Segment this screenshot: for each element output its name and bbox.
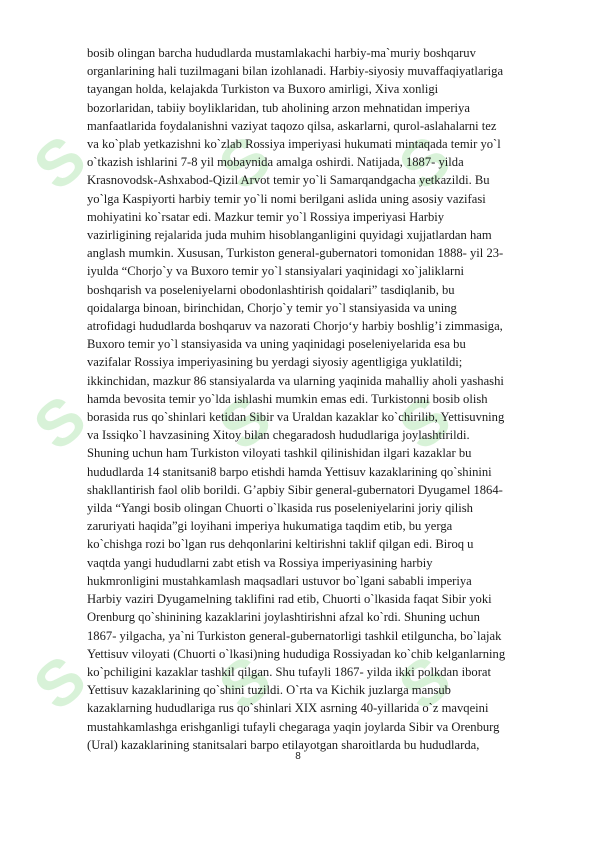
- watermark-letter: S: [385, 641, 465, 724]
- text-line: atrofidagi hududlarda boshqaruv va nazorati Chorjo‘y harbiy boshlig’i zimmasiga,: [87, 319, 503, 334]
- text-line: boshqarish va poseleniyelarni obodonlashtirish qoidalari” tasdiqlanib, bu: [87, 282, 455, 297]
- watermark-letter: S: [205, 641, 285, 724]
- text-line: mohiyatini ko`rsatar edi. Mazkur temir yo`l Rossiya imperiyasi Harbiy: [87, 209, 445, 224]
- text-line: Buxoro temir yo`l stansiyasida va uning yaqinidagi poseleniyelarida esa bu: [87, 337, 466, 352]
- watermark-letter: S: [385, 121, 465, 204]
- text-line: bosib olingan barcha hududlarda mustamlakachi harbiy-ma`muriy boshqaruv: [87, 46, 476, 60]
- text-line: Yettisuv kazaklarining qo`shini tuzildi. O`rta va Kichik juzlarga mansub: [87, 683, 451, 698]
- text-line: 1867- yilgacha, ya`ni Turkiston general-gubernatorligi tashkil etilguncha, bo`lajak: [87, 628, 502, 643]
- text-line: hududlarda 14 stanitsani8 barpo etishdi hamda Yettisuv kazaklarining qo`shinini: [87, 464, 492, 479]
- text-line: Shuning uchun ham Turkiston viloyati tashkil qilinishidan ilgari kazaklar bu: [87, 446, 472, 461]
- text-line: hukmronligini mustahkamlash maqsadlari ustuvor bo`lgani sababli imperiya: [87, 573, 472, 588]
- watermark-letter: S: [385, 381, 465, 464]
- text-line: mustahkamlashga erishganligi tufayli chegaraga yaqin joylarda Sibir va Orenburg: [87, 719, 500, 734]
- text-line: ko`pchiligini kazaklar tashkil qilgan. Shu tufayli 1867- yilda ikki polkdan iborat: [87, 664, 491, 679]
- text-line: vaqtda yangi hududlarni zabt etish va Rossiya imperiyasining harbiy: [87, 555, 433, 570]
- watermark-letter: S: [20, 381, 100, 464]
- text-line: Yettisuv viloyati (Chuorti o`lkasi)ning hududiga Rossiyadan ko`chib kelganlarning: [87, 646, 506, 661]
- watermark-letter: S: [20, 121, 100, 204]
- text-line: vazirligining rejalarida juda muhim hisoblanganligini quyidagi xujjatlardan ham: [87, 228, 492, 243]
- text-line: iyulda “Chorjo`y va Buxoro temir yo`l stansiyalari yaqinidagi xo`jaliklarni: [87, 264, 465, 279]
- text-line: Harbiy vaziri Dyugamelning taklifini rad etib, Chuorti o`lkasida faqat Sibir yoki: [87, 592, 492, 607]
- text-line: anglash mumkin. Xususan, Turkiston general-gubernatori tomonidan 1888- yil 23-: [87, 246, 504, 261]
- text-line: yilda “Yangi bosib olingan Chuorti o`lkasida rus poseleniyelarini joriy qilish: [87, 501, 473, 516]
- text-line: organlarining hali tuzilmagani bilan izohlanadi. Harbiy-siyosiy muvaffaqiyatlariga: [87, 64, 504, 79]
- watermark-letter: S: [205, 121, 285, 204]
- watermark-letter: S: [20, 641, 100, 724]
- text-line: yo`lga Kaspiyorti harbiy temir yo`li nomi berilgani aslida uning asosiy vazifasi: [87, 191, 486, 206]
- text-line: va Issiqko`l havzasining Xitoy bilan chegaradosh hududlariga joylashtirildi.: [87, 428, 470, 443]
- text-line: bozorlaridan, tabiiy boyliklaridan, tub aholining arzon mehnatidan imperiya: [87, 100, 470, 115]
- text-line: (Ural) kazaklarining stanitsalari barpo etilayotgan sharoitlarda bu hududlarda,: [87, 737, 480, 752]
- text-line: ko`chishga rozi bo`lgan rus dehqonlarini keltirishni taklif qilgan edi. Biroq u: [87, 537, 474, 552]
- text-line: o`tkazish ishlarini 7-8 yil mobaynida amalga oshirdi. Natijada, 1887- yilda: [87, 155, 464, 170]
- text-line: kazaklarning hududlariga rus qo`shinlari XIX asrning 40-yillarida o`z mavqeini: [87, 701, 489, 716]
- page-number: 8: [295, 751, 301, 762]
- document-body: [87, 44, 547, 754]
- text-line: vazifalar Rossiya imperiyasining bu yerdagi siyosiy agentligiga yuklatildi;: [87, 355, 463, 370]
- text-line: qoidalarga binoan, birinchidan, Chorjo`y temir yo`l stansiyasida va uning: [87, 300, 457, 315]
- text-line: manfaatlarida foydalanishni vaziyat taqozo qilsa, askarlarni, qurol-aslahalarni tez: [87, 118, 497, 133]
- text-line: zaruriyati haqida”gi loyihani imperiya hukumatiga taqdim etib, bu yerga: [87, 519, 453, 534]
- text-line: Krasnovodsk-Ashxabod-Qizil Arvot temir yo`li Samarqandgacha yetkazildi. Bu: [87, 173, 490, 188]
- text-line: hamda bevosita temir yo`lda ishlashi mumkin emas edi. Turkistonni bosib olish: [87, 391, 488, 406]
- text-line: ikkinchidan, mazkur 86 stansiyalarda va ularning yaqinida mahalliy aholi yashashi: [87, 373, 504, 388]
- text-line: Orenburg qo`shinining kazaklarini joylashtirishni afzal ko`rdi. Shuning uchun: [87, 610, 480, 625]
- text-line: shakllantirish faol olib borildi. G’apbiy Sibir general-gubernatori Dyugamel 1864-: [87, 482, 503, 497]
- text-line: tayangan holda, kelajakda Turkiston va Buxoro amirligi, Xiva xonligi: [87, 82, 439, 97]
- text-line: va ko`plab yetkazishni ko`zlab Rossiya imperiyasi hukumati mintaqada temir yo`l: [87, 137, 501, 152]
- watermark-letter: S: [205, 381, 285, 464]
- text-line: borasida rus qo`shinlari ketidan Sibir va Uraldan kazaklar ko`chirilib, Yettisuvning: [87, 410, 505, 425]
